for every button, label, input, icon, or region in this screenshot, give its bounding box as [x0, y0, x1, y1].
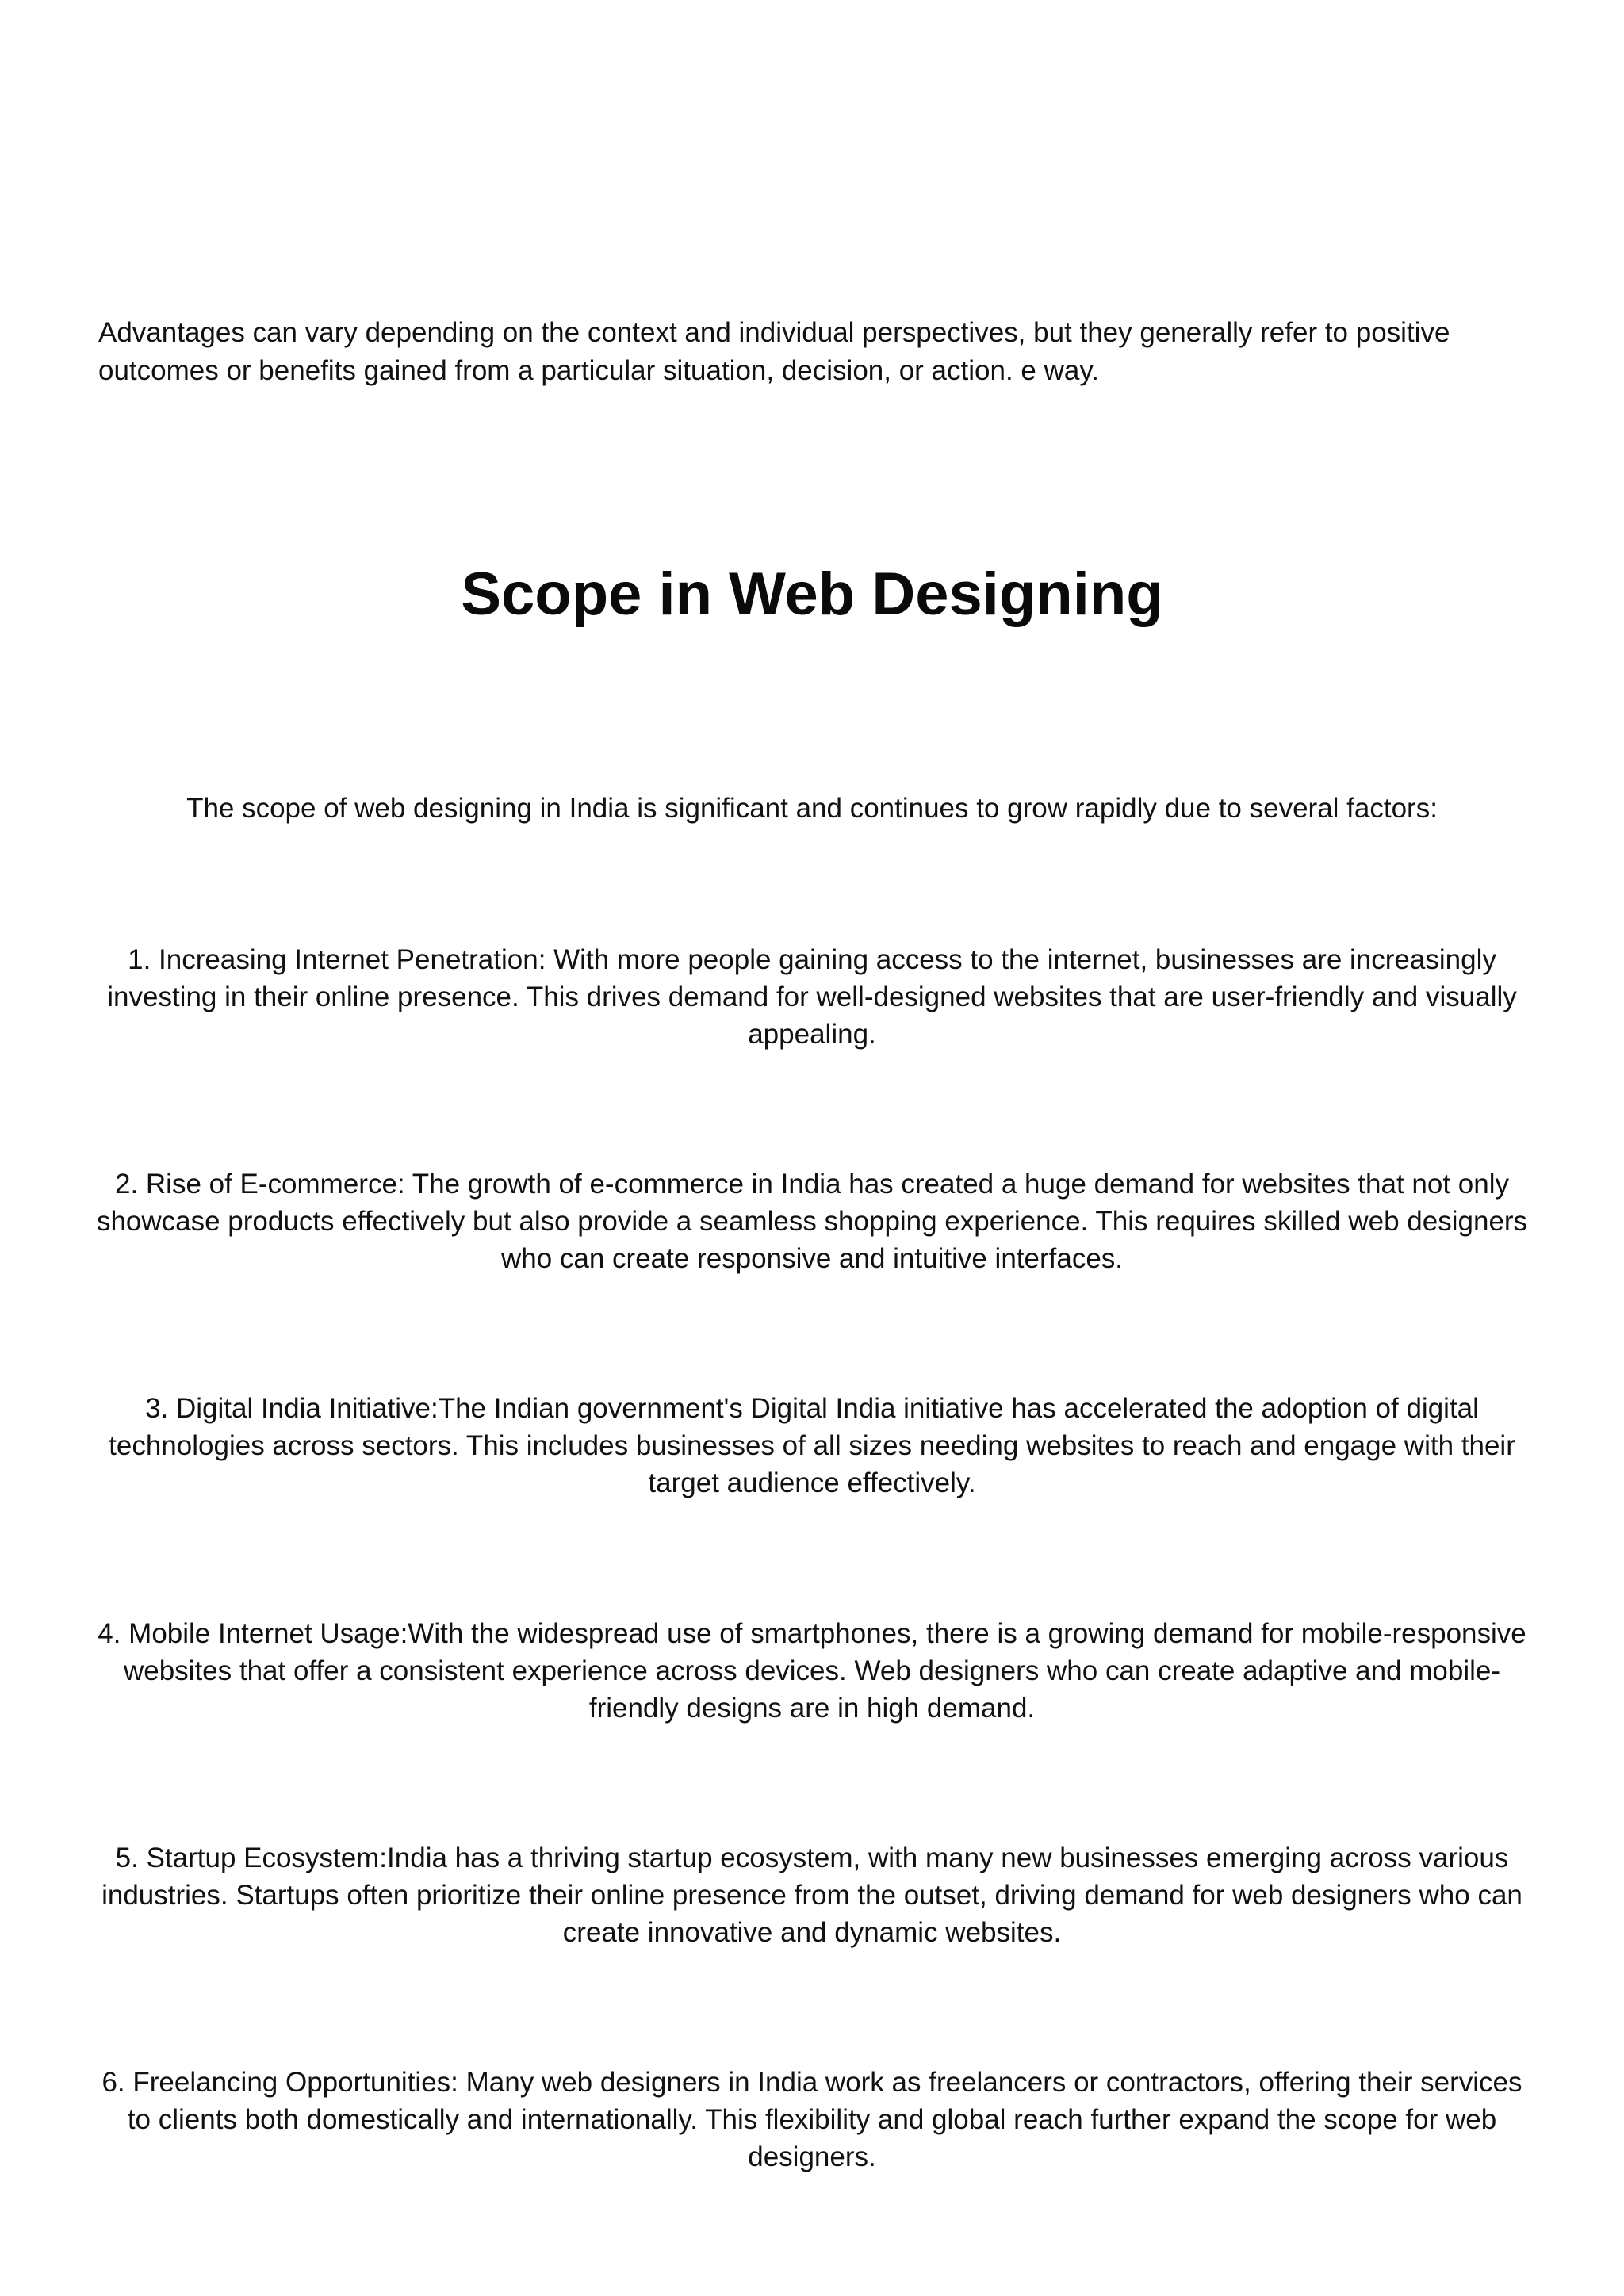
lead-paragraph: The scope of web designing in India is significant and continues to grow rapidly due to several factors:: [186, 793, 1438, 824]
page-title: Scope in Web Designing: [461, 561, 1163, 628]
scope-point-freelancing: 6. Freelancing Opportunities: Many web designers in India work as freelancers or contractors, offering their services to clients both domestically and internationally. This flexibility and global reach further expand the scope for web designers.: [102, 2067, 1522, 2172]
scope-point-ecommerce: 2. Rise of E-commerce: The growth of e-commerce in India has created a huge demand for websites that not only showcase products effectively but also provide a seamless shopping experience. This requires skilled web designers who can create responsive and intuitive interfaces.: [96, 1169, 1528, 1274]
scope-point-mobile-usage: 4. Mobile Internet Usage:With the widespread use of smartphones, there is a growing demand for mobile-responsive websites that offer a consistent experience across devices. Web designers who can create adaptive and mobile-friendly designs are in high demand.: [98, 1618, 1526, 1724]
intro-paragraph: Advantages can vary depending on the context and individual perspectives, but they generally refer to positive outcomes or benefits gained from a particular situation, decision, or action. e way.: [98, 317, 1450, 386]
scope-point-internet-penetration: 1. Increasing Internet Penetration: With more people gaining access to the internet, businesses are increasingly investing in their online presence. This drives demand for well-designed websites that are user-friendly and visually appealing.: [107, 944, 1517, 1050]
scope-point-startup-ecosystem: 5. Startup Ecosystem:India has a thriving startup ecosystem, with many new businesses emerging across various industries. Startups often prioritize their online presence from the outset, driving demand for web designers who can create innovative and dynamic websites.: [102, 1843, 1522, 1948]
scope-point-digital-india: 3. Digital India Initiative:The Indian government's Digital India initiative has accelerated the adoption of digital technologies across sectors. This includes businesses of all sizes needing websites to reach and engage with their target audience effectively.: [109, 1393, 1515, 1498]
